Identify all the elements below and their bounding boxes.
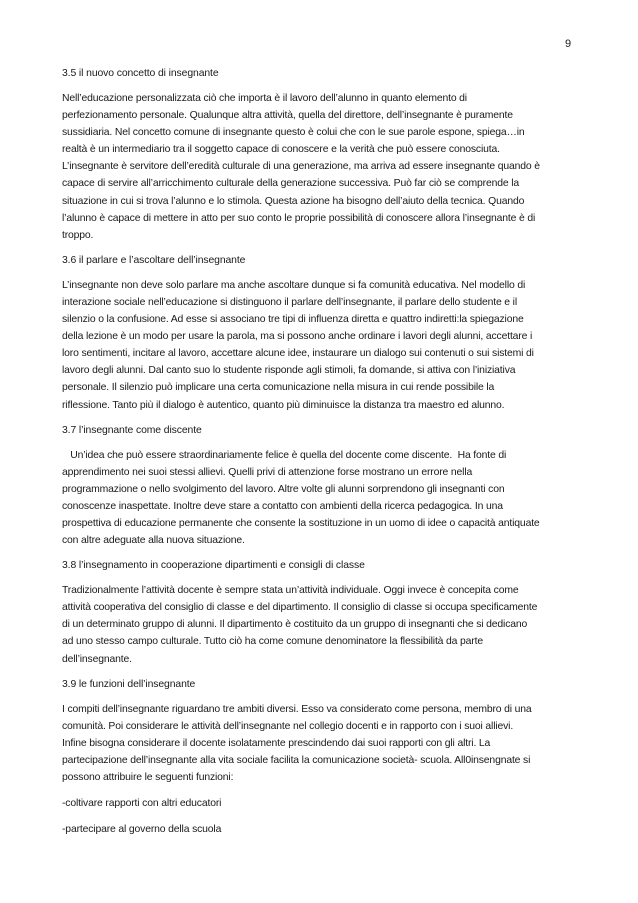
section-heading: 3.7 l’insegnante come discente xyxy=(62,424,202,436)
text-line: con altre adeguate alla nuova situazione. xyxy=(62,535,245,547)
list-item: -partecipare al governo della scuola xyxy=(62,824,222,836)
text-line: I compiti dell’insegnante riguardano tre ambiti diversi. Esso va considerato come persona, membro di una xyxy=(62,703,532,715)
paragraph xyxy=(62,90,582,244)
text-line: silenzio o la confusione. Ad esse si associano tre tipi di influenza diretta e quattro indiretti:la spiegazione xyxy=(62,314,524,326)
text-line: realtà è un intermediario tra il soggetto capace di conoscere e la verità che può essere conosciuta. xyxy=(62,144,500,156)
text-line: L’insegnante è servitore dell’eredità culturale di una generazione, ma arriva ad essere insegnante quando è xyxy=(62,161,540,173)
text-line: Nell’educazione personalizzata ciò che importa è il lavoro dell’alunno in quanto elemento di xyxy=(62,93,467,104)
text-line: situazione in cui si trova l’alunno e lo stimola. Questa azione ha bisogno dell’aiuto della tecnica. Quando xyxy=(62,195,525,207)
paragraph xyxy=(62,582,582,667)
text-line: l’alunno è capace di mettere in atto per suo conto le proprie possibilità di conoscere allora l’insegnante è di xyxy=(62,212,536,224)
paragraph xyxy=(62,447,582,550)
text-line: ad uno stesso campo culturale. Tutto ciò ha come comune denominatore la flessibilità da parte xyxy=(62,636,483,648)
text-line: possono attribuire le seguenti funzioni: xyxy=(62,772,234,783)
text-line: prospettiva di educazione permanente che consente la sostituzione in un uomo di idee o capacità antiquate xyxy=(62,517,540,529)
paragraph xyxy=(62,277,582,414)
document-body xyxy=(62,66,582,847)
text-line: Tradizionalmente l’attività docente è sempre stata un’attività individuale. Oggi invece è concepita come xyxy=(62,585,519,597)
section-heading: 3.9 le funzioni dell’insegnante xyxy=(62,678,196,690)
text-line: troppo. xyxy=(62,229,94,241)
text-line: programmazione o nello svolgimento del lavoro. Altre volte gli alunni sorprendono gli insegnanti con xyxy=(62,483,505,495)
paragraph xyxy=(62,701,582,786)
section-heading: 3.6 il parlare e l’ascoltare dell’insegnante xyxy=(62,254,246,266)
page-number: 9 xyxy=(565,38,572,50)
list-item: -coltivare rapporti con altri educatori xyxy=(62,798,222,810)
text-line: attività cooperativa del consiglio di classe e del dipartimento. Il consiglio di classe si occupa specificamente xyxy=(62,602,538,614)
section-heading: 3.8 l’insegnamento in cooperazione dipartimenti e consigli di classe xyxy=(62,560,365,572)
text-line: della lezione è un modo per usare la parola, ma si possono anche ordinare i lavori degli alunni, accettare i xyxy=(62,331,533,343)
text-line: perfezionamento personale. Qualunque altra attività, quella del direttore, dell’insegnante è puramente xyxy=(62,110,513,122)
text-line: Infine bisogna considerare il docente isolatamente prescindendo dai suoi rapporti con gli altri. La xyxy=(62,737,491,749)
text-line: di un determinato gruppo di alunni. Il dipartimento è costituito da un gruppo di insegnanti che si dedicano xyxy=(62,619,528,631)
text-line: riflessione. Tanto più il dialogo è autentico, quanto più diminuisce la distanza tra maestro ed alunno. xyxy=(62,399,505,411)
text-line: capace di servire all’arricchimento culturale della generazione successiva. Può far ciò se comprende la xyxy=(62,178,519,190)
text-line: interazione sociale nell’educazione si distinguono il parlare dell’insegnante, il parlare dello studente e il xyxy=(62,296,517,308)
text-line: sussidiaria. Nel concetto comune di insegnante questo è colui che con le sue parole espone, spiega…in xyxy=(62,127,525,139)
text-line: lavoro degli alunni. Dal canto suo lo studente risponde agli stimoli, fa domande, si attiva con l’iniziativa xyxy=(62,365,516,377)
text-line: personale. Il silenzio può implicare una certa comunicazione nella misura in cui rende possibile la xyxy=(62,382,495,394)
text-line: loro sentimenti, incitare al lavoro, accettare alcune idee, instaurare un dialogo sui contenuti o sui sistemi di xyxy=(62,348,534,360)
text-line: partecipazione dell’insegnante alla vita sociale facilita la comunicazione società- scuola. All0insengnate si xyxy=(62,754,531,766)
text-line: conoscenze inaspettate. Inoltre deve stare a contatto con ambienti della ricerca pedagogica. In una xyxy=(62,500,503,512)
text-line: comunità. Poi considerare le attività dell’insegnante nel collegio docenti e in rapporto con i suoi allievi. xyxy=(62,720,514,732)
text-line: L’insegnante non deve solo parlare ma anche ascoltare dunque si fa comunità educativa. Nel modello di xyxy=(62,279,526,291)
section-heading: 3.5 il nuovo concetto di insegnante xyxy=(62,68,219,79)
text-line: dell’insegnante. xyxy=(62,653,132,665)
text-line: Un’idea che può essere straordinariamente felice è quella del docente come discente. Ha fonte di xyxy=(62,449,507,461)
text-line: apprendimento nei suoi stessi allievi. Quelli privi di attenzione forse mostrano un errore nella xyxy=(62,466,473,478)
